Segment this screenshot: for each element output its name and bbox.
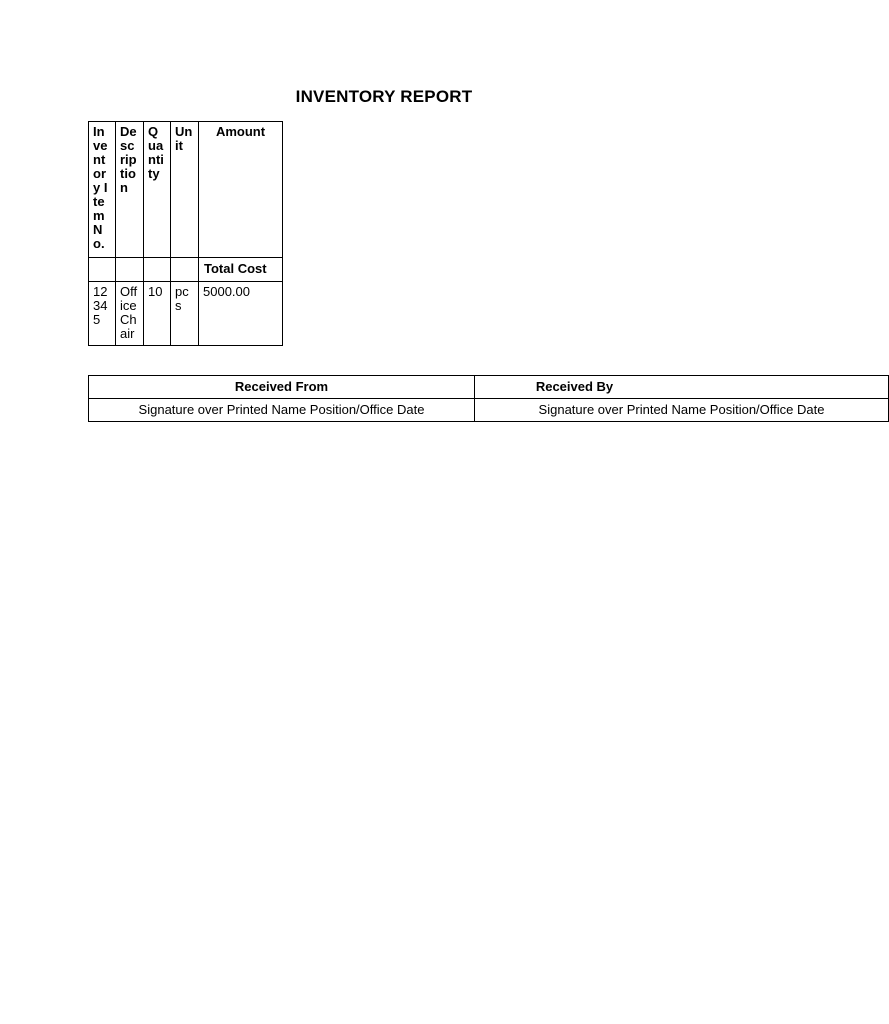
cell-item-no: 12345 [89,282,116,346]
empty-cell [144,258,171,282]
received-by-signature-line: Signature over Printed Name Position/Office Date [475,399,889,422]
inventory-header-row [89,122,283,258]
total-cost-label: Total Cost [199,258,283,282]
signature-line-row [89,399,889,422]
header-quantity: Quantity [144,122,171,258]
received-by-label: Received By [475,376,889,399]
header-amount: Amount [199,122,283,258]
empty-cell [89,258,116,282]
received-from-signature-line: Signature over Printed Name Position/Office Date [89,399,475,422]
inventory-table [88,121,283,346]
table-row [89,282,283,346]
total-cost-row [89,258,283,282]
header-description: Description [116,122,144,258]
signature-table [88,375,889,422]
empty-cell [171,258,199,282]
report-title: INVENTORY REPORT [295,87,473,106]
header-item-no: Inventory Item No. [89,122,116,258]
cell-description: Office Chair [116,282,144,346]
empty-cell [116,258,144,282]
header-unit: Unit [171,122,199,258]
received-from-label: Received From [89,376,475,399]
signature-header-row [89,376,889,399]
cell-quantity: 10 [144,282,171,346]
cell-unit: pcs [171,282,199,346]
cell-amount: 5000.00 [199,282,283,346]
